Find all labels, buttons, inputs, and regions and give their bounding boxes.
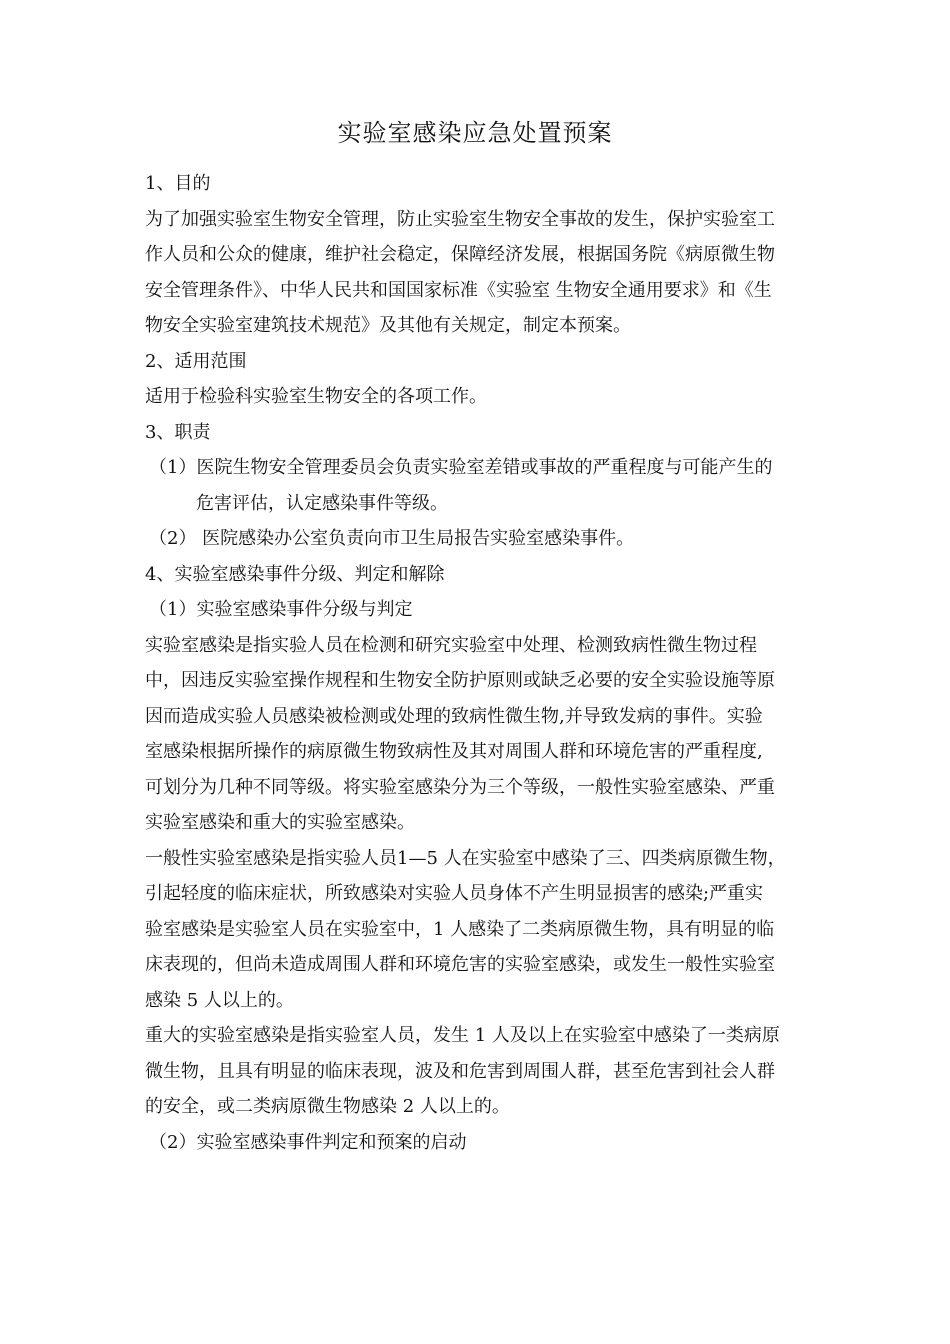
subsection-item: （1）医院生物安全管理委员会负责实验室差错或事故的严重程度与可能产生的 (149, 457, 773, 478)
paragraph-line: 重大的实验室感染是指实验室人员，发生 1 人及以上在实验室中感染了一类病原 (145, 1025, 780, 1046)
subsection-item: （2） 医院感染办公室负责向市卫生局报告实验室感染事件。 (149, 528, 635, 549)
paragraph-line: 安全管理条件》、中华人民共和国国家标准《实验室 生物安全通用要求》和《生 (145, 279, 772, 301)
section-heading: 1、目的 (145, 173, 211, 194)
paragraph-line: 为了加强实验室生物安全管理，防止实验室生物安全事故的发生，保护实验室工 (145, 208, 775, 230)
paragraph-line: 适用于检验科实验室生物安全的各项工作。 (145, 386, 487, 407)
paragraph-line: 床表现的，但尚未造成周围人群和环境危害的实验室感染，或发生一般性实验室 (145, 954, 775, 975)
subsection-item: （2）实验室感染事件判定和预案的启动 (149, 1131, 467, 1153)
paragraph-line: 一般性实验室感染是指实验人员1—5 人在实验室中感染了三、四类病原微生物， (145, 847, 786, 869)
paragraph-line: 可划分为几种不同等级。将实验室感染分为三个等级，一般性实验室感染、严重 (145, 776, 775, 798)
paragraph-line: 物安全实验室建筑技术规范》及其他有关规定，制定本预案。 (145, 315, 631, 336)
paragraph-line: 的安全，或二类病原微生物感染 2 人以上的。 (145, 1096, 510, 1117)
paragraph-line: 中，因违反实验室操作规程和生物安全防护原则或缺乏必要的安全实验设施等原 (145, 670, 775, 691)
document-title: 实验室感染应急处置预案 (337, 119, 613, 147)
subsection-continuation: 危害评估，认定感染事件等级。 (196, 492, 448, 514)
paragraph-line: 微生物，且具有明显的临床表现，波及和危害到周围人群，甚至危害到社会人群 (145, 1060, 775, 1082)
paragraph-line: 感染 5 人以上的。 (145, 989, 294, 1011)
document-body (145, 166, 825, 1160)
paragraph-line: 引起轻度的临床症状，所致感染对实验人员身体不产生明显损害的感染;严重实 (145, 883, 764, 904)
paragraph-line: 作人员和公众的健康，维护社会稳定，保障经济发展，根据国务院《病原微生物 (145, 244, 775, 265)
paragraph-line: 实验室感染和重大的实验室感染。 (145, 812, 415, 833)
section-heading: 3、职责 (145, 421, 211, 443)
paragraph-line: 因而造成实验人员感染被检测或处理的致病性微生物,并导致发病的事件。实验 (145, 705, 763, 727)
paragraph-line: 验室感染是实验室人员在实验室中，1 人感染了二类病原微生物，具有明显的临 (145, 918, 775, 940)
paragraph-line: 室感染根据所操作的病原微生物致病性及其对周围人群和环境危害的严重程度, (145, 741, 763, 762)
section-heading: 4、实验室感染事件分级、判定和解除 (145, 563, 445, 585)
section-heading: 2、适用范围 (145, 350, 247, 372)
subsection-item: （1）实验室感染事件分级与判定 (149, 599, 413, 620)
paragraph-line: 实验室感染是指实验人员在检测和研究实验室中处理、检测致病性微生物过程 (145, 634, 757, 656)
